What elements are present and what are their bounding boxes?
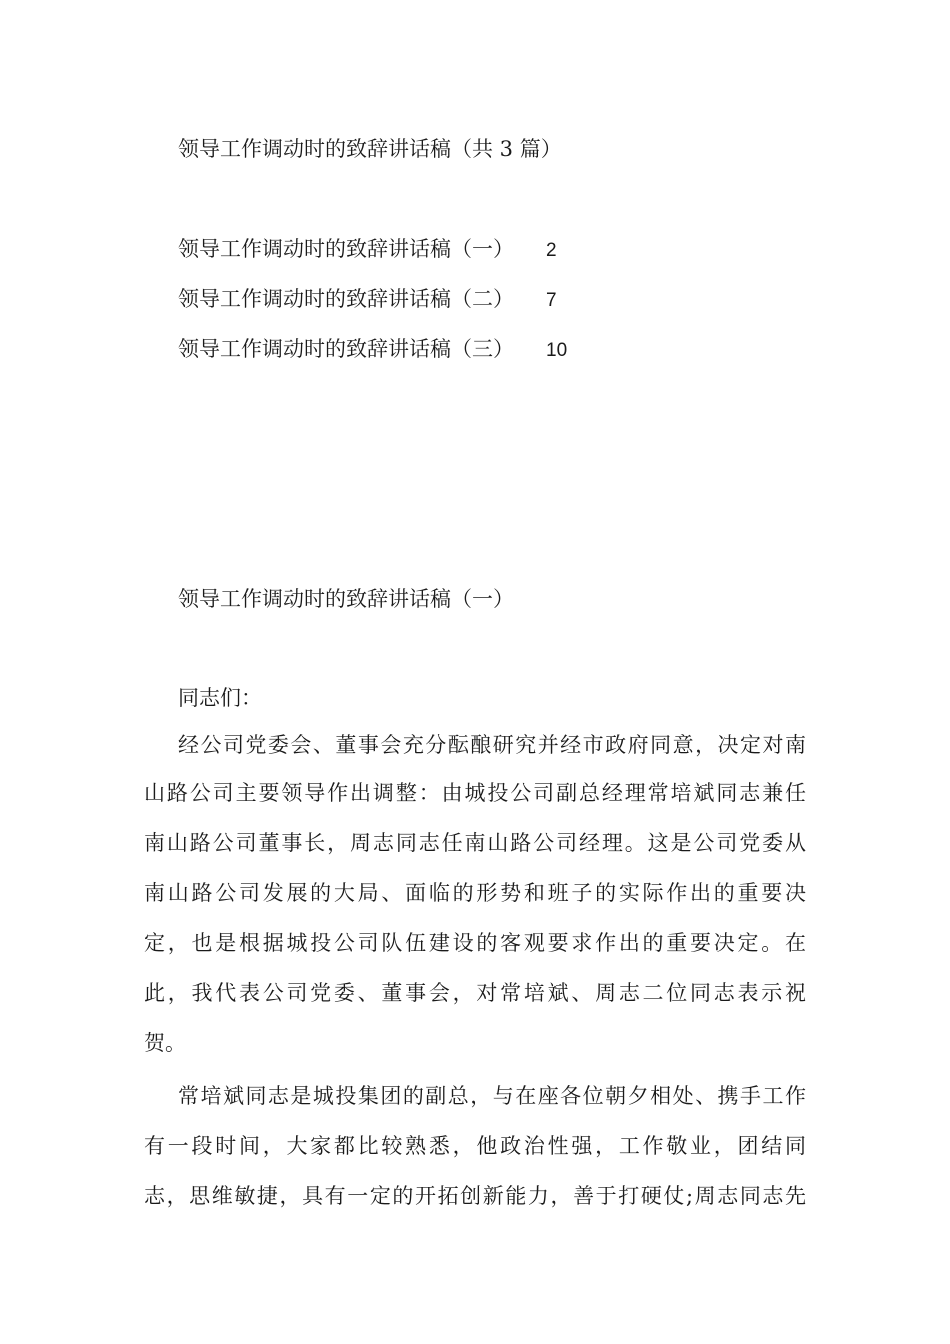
paragraph-line: 南山路公司发展的大局、面临的形势和班子的实际作出的重要决 — [144, 881, 806, 905]
toc-entry-3[interactable] — [178, 334, 567, 366]
paragraph-line: 山路公司主要领导作出调整：由城投公司副总经理常培斌同志兼任 — [144, 781, 806, 805]
paragraph-line: 贺。 — [144, 1031, 186, 1055]
paragraph-line: 定，也是根据城投公司队伍建设的客观要求作出的重要决定。在 — [144, 931, 806, 955]
toc-entry-label: 领导工作调动时的致辞讲话稿（三） — [178, 337, 514, 361]
toc-entry-page: 10 — [546, 340, 568, 361]
paragraph-line: 经公司党委会、董事会充分酝酿研究并经市政府同意，决定对南 — [178, 733, 806, 757]
toc-entry-1[interactable] — [178, 234, 557, 266]
greeting: 同志们： — [178, 686, 262, 710]
toc-entry-2[interactable] — [178, 284, 557, 316]
document-title: 领导工作调动时的致辞讲话稿（共 3 篇） — [178, 137, 562, 161]
paragraph-line: 此，我代表公司党委、董事会，对常培斌、周志二位同志表示祝 — [144, 981, 806, 1005]
section-title: 领导工作调动时的致辞讲话稿（一） — [178, 587, 514, 611]
paragraph-line: 常培斌同志是城投集团的副总，与在座各位朝夕相处、携手工作 — [178, 1084, 806, 1108]
paragraph-line: 有一段时间，大家都比较熟悉，他政治性强，工作敬业，团结同 — [144, 1134, 806, 1158]
toc-entry-page: 7 — [546, 290, 557, 311]
paragraph-line: 南山路公司董事长，周志同志任南山路公司经理。这是公司党委从 — [144, 831, 806, 855]
toc-entry-label: 领导工作调动时的致辞讲话稿（一） — [178, 237, 514, 261]
toc-entry-label: 领导工作调动时的致辞讲话稿（二） — [178, 287, 514, 311]
toc-entry-page: 2 — [546, 240, 557, 261]
paragraph-line: 志，思维敏捷，具有一定的开拓创新能力，善于打硬仗;周志同志先 — [144, 1184, 806, 1208]
